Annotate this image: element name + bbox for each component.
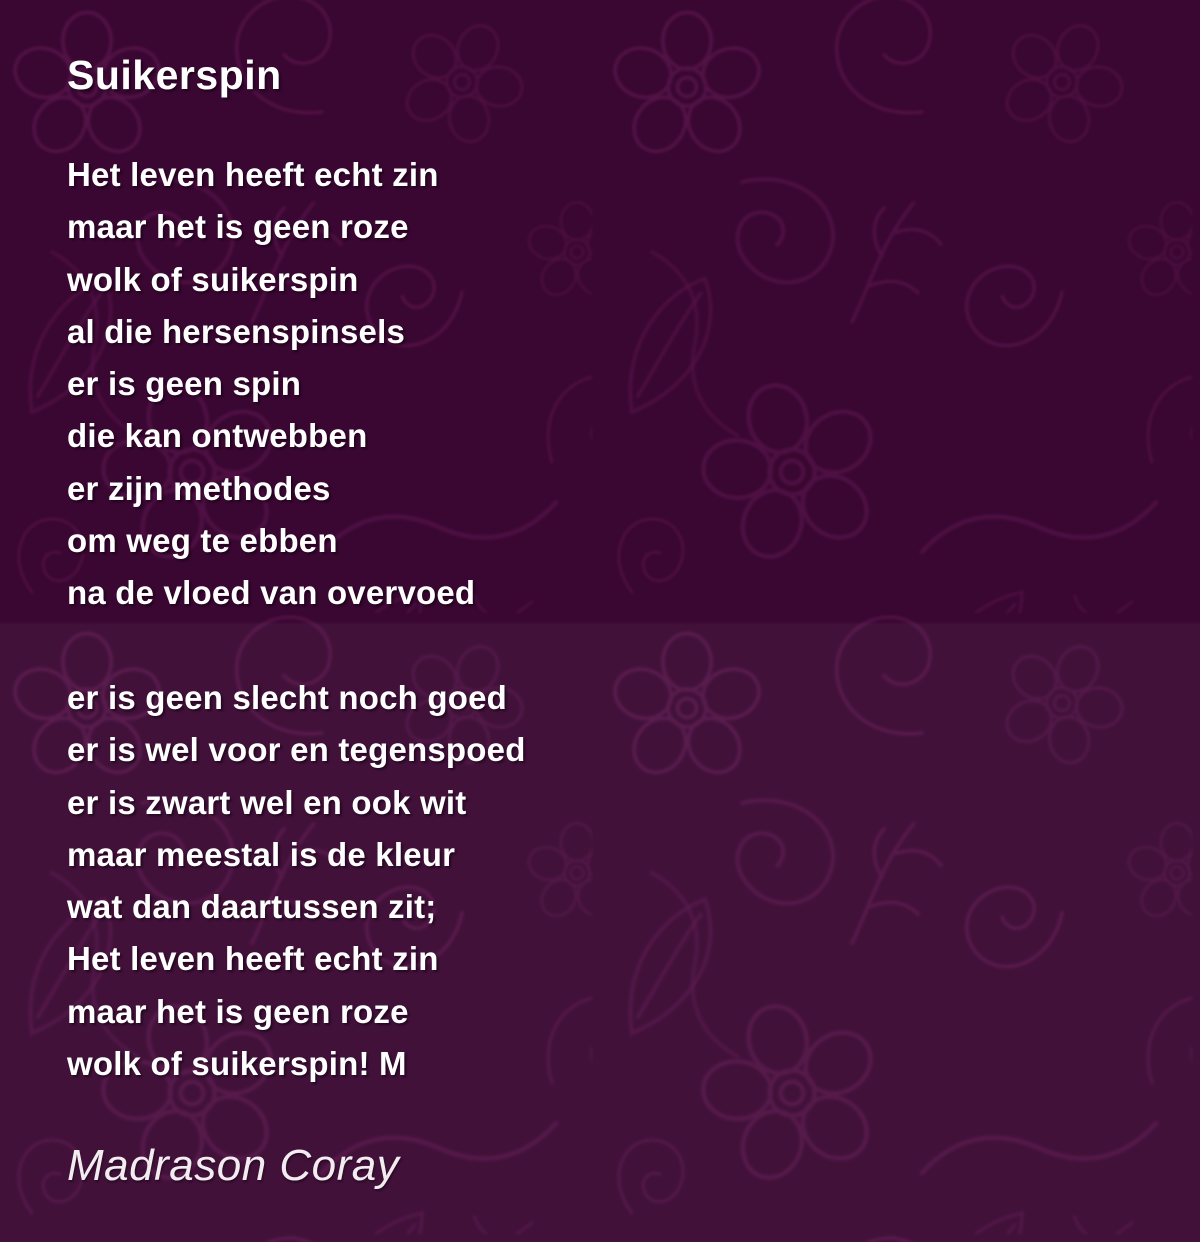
poem-line: maar meestal is de kleur [67,835,456,873]
poem-line: maar het is geen roze [67,992,409,1030]
stanza-break [67,620,526,672]
poem-line: wat dan daartussen zit; [67,888,437,926]
poem-line: er is geen spin [67,365,302,403]
poem-line: maar het is geen roze [67,208,409,246]
poem-line: er is wel voor en tegenspoed [67,731,526,769]
poem-line: wolk of suikerspin! M [67,1045,407,1083]
poem-line: al die hersenspinsels [67,312,406,350]
poem-line: na de vloed van overvoed [67,574,476,612]
poem-title: Suikerspin [67,52,282,98]
poem-author: Madrason Coray [67,1141,400,1190]
poem-line: Het leven heeft echt zin [67,940,439,978]
poem-line: wolk of suikerspin [67,260,359,298]
poem-line: er is zwart wel en ook wit [67,783,467,821]
poem-line: die kan ontwebben [67,417,368,455]
poem-line: er zijn methodes [67,469,331,507]
poem-line: Het leven heeft echt zin [67,156,439,193]
poem-body [67,149,526,1090]
poem-line: er is geen slecht noch goed [67,678,508,716]
poem-line: om weg te ebben [67,522,338,560]
